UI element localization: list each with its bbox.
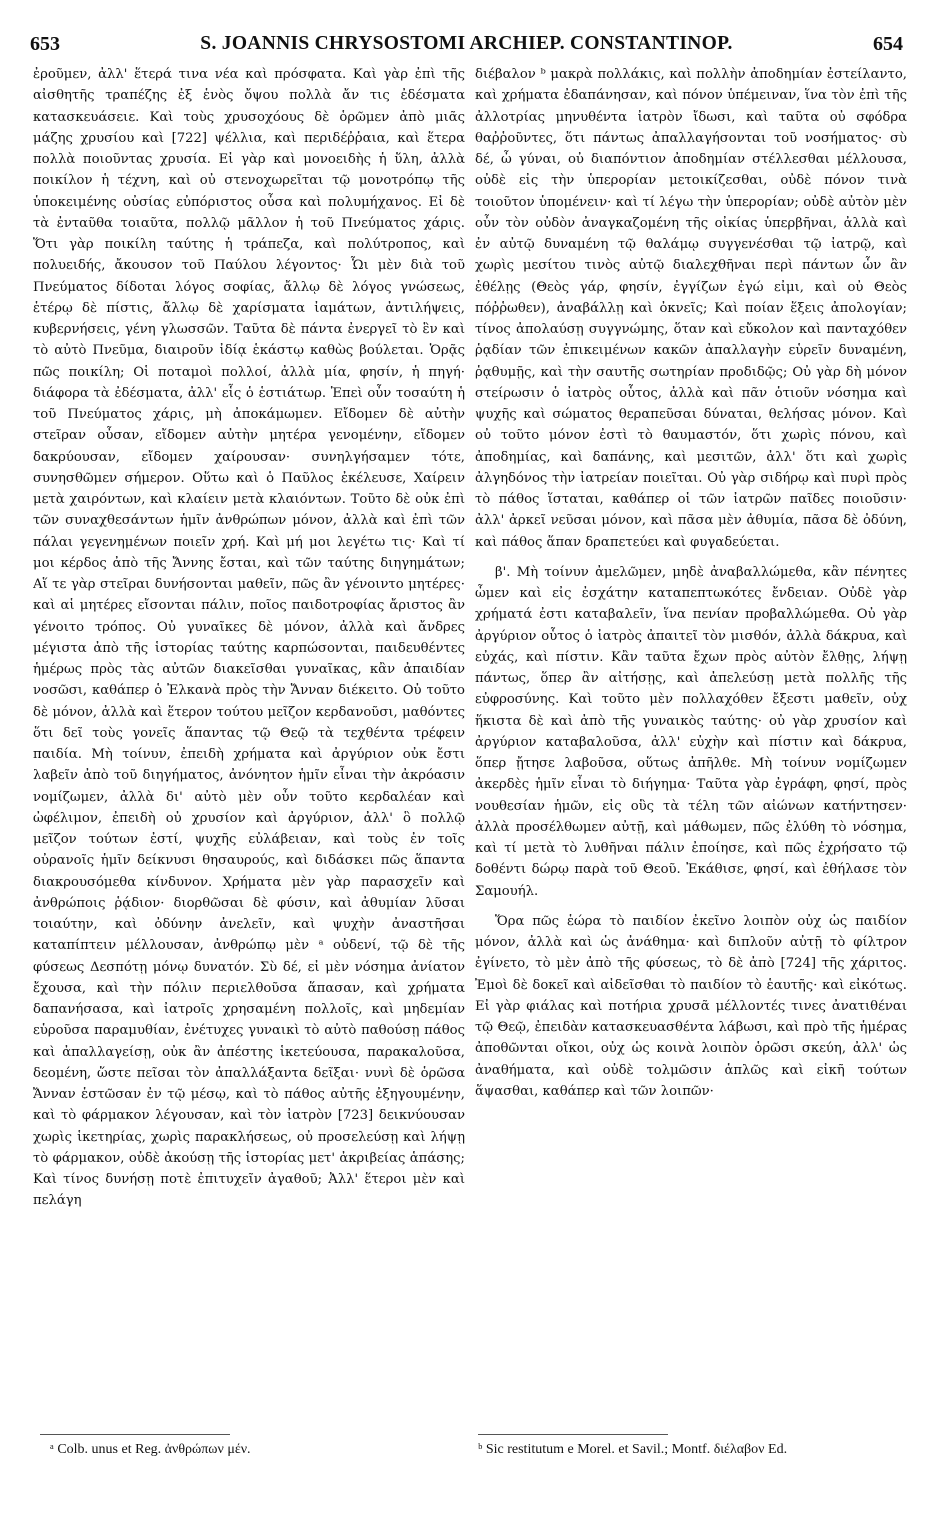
running-header bbox=[30, 30, 903, 58]
left-footnote: ᵃ Colb. unus et Reg. ἀνθρώπων μέν. bbox=[50, 1442, 251, 1457]
right-column bbox=[475, 64, 907, 1434]
left-page-number: 653 bbox=[30, 32, 60, 55]
right-footnote-rule bbox=[478, 1434, 668, 1435]
left-column bbox=[33, 64, 465, 1434]
running-title: S. JOANNIS CHRYSOSTOMI ARCHIEP. CONSTANTINOP. bbox=[200, 33, 733, 54]
right-paragraph-1: διέβαλον ᵇ μακρὰ πολλάκις, καὶ πολλὴν ἀποδημίαν ἐστείλαντο, καὶ χρήματα ἐδαπάνησαν, καὶ πόνον ὑπέμειναν, ἵνα τὸν ἐπὶ τῆς ἀλλοτρίας μηνυθέντα ἰατρὸν ἴδωσι, καὶ ταῦτα οὐ σφόδρα θαῤῥοῦντες, ὅτι πάντως ἀπαλλαγήσονται τοῦ νοσήματος· σὺ δέ, ὦ γύναι, οὐ διαπόντιον ἀποδημίαν στέλλεσθαι μέλλουσα, οὐδὲ εἰς τὴν ὑπερορίαν μετοικίζεσθαι, οὐδὲ πόνον τινὰ τοιοῦτον ὑπομένειν· καὶ τί λέγω τὴν ὑπερορίαν; οὐδὲ αὐτὸν μὲν οὖν τὸν οὐδὸν ἀναγκαζομένη τῆς οἰκίας ὑπερβῆναι, ἀλλὰ καὶ ἐν αὐτῷ δυναμένη τῷ θαλάμῳ συγγενέσθαι τῷ ἰατρῷ, καὶ χωρὶς μεσίτου τινὸς αὐτῷ διαλεχθῆναι περὶ πάντων ὧν ἂν ἐθέλῃς (Θεὸς γάρ, φησίν, ἐγγίζων ἐγώ εἰμι, καὶ οὐ Θεὸς πόῤῥωθεν), ἀναβάλλῃ καὶ ὀκνεῖς; Καὶ ποίαν ἕξεις ἀπολογίαν; τίνος ἀπολαύσῃ συγγνώμης, ὅταν καὶ εὔκολον καὶ πανταχόθεν ῥᾳδίαν τῶν ἐπικειμένων κακῶν ἀπαλλαγὴν εὑρεῖν δυναμένη, ῥᾳθυμῇς, καὶ τὴν σαυτῆς σωτηρίαν προδιδῷς; Οὐ γὰρ δὴ μόνον στείρωσιν ὁ ἰατρὸς οὗτος, ἀλλὰ καὶ πᾶν ὁτιοῦν νόσημα καὶ ψυχῆς καὶ σώματος θεραπεῦσαι δύναται, θελήσας μόνον. Καὶ οὐ τοῦτο μόνον ἐστὶ τὸ θαυμαστόν, ὅτι χωρὶς πόνου, καὶ ἀποδημίας, καὶ δαπάνης, καὶ μεσιτῶν, ἀλλ' ὅτι καὶ χωρὶς ἀλγηδόνος τὴν ἰατρείαν ποιεῖται. Οὐ γὰρ σιδήρῳ καὶ πυρὶ πρὸς τὸ πάθος ἵσταται, καθάπερ οἱ τῶν ἰατρῶν παῖδες ποιοῦσιν· ἀλλ' ἀρκεῖ νεῦσαι μόνον, καὶ πᾶσα μὲν ἀθυμία, πᾶσα δὲ ὀδύνη, καὶ πάθος ἅπαν δραπετεύει καὶ φυγαδεύεται. bbox=[475, 67, 907, 550]
right-paragraph-2: β'. Μὴ τοίνυν ἀμελῶμεν, μηδὲ ἀναβαλλώμεθα, κἂν πένητες ὦμεν καὶ εἰς ἐσχάτην καταπεπτωκότες ἔνδειαν. Οὐδὲ γὰρ χρήματά ἐστι καταβαλεῖν, ἵνα πενίαν προβαλλώμεθα. Οὐ γὰρ ἀργύριον οὗτος ὁ ἰατρὸς ἀπαιτεῖ τὸν μισθόν, ἀλλὰ δάκρυα, καὶ εὐχάς, καὶ πίστιν. Κἂν ταῦτα ἔχων πρὸς αὐτὸν ἔλθῃς, λήψῃ πάντως, ὅπερ ἂν αἰτήσῃς, καὶ ἀπελεύσῃ μετὰ πολλῆς τῆς εὐφροσύνης. Καὶ τοῦτο μὲν πολλαχόθεν ἔξεστι μαθεῖν, οὐχ ἥκιστα δὲ καὶ ἀπὸ τῆς γυναικὸς ταύτης· οὐ γὰρ χρυσίον καὶ ἀργύριον καταβαλοῦσα, ἀλλ' εὐχὴν καὶ πίστιν καὶ δάκρυα, ὅπερ ᾔτησε λαβοῦσα, οὕτως ἀπῆλθε. Μὴ τοίνυν νομίζωμεν ἀκερδὲς ἡμῖν εἶναι τὸ διήγημα· Ταῦτα γὰρ ἐγράφη, φησί, πρὸς νουθεσίαν ἡμῶν, εἰς οὓς τὰ τέλη τῶν αἰώνων κατήντησεν· ἀλλὰ προσέλθωμεν αὐτῇ, καὶ μάθωμεν, πῶς ἐλύθη τὸ νόσημα, καὶ τί μετὰ τὸ λυθῆναι πάλιν ἐποίησε, καὶ πῶς ἐχρήσατο τῷ δοθέντι δώρῳ παρὰ τοῦ Θεοῦ. Ἐκάθισε, φησί, καὶ ἐθήλασε τὸν Σαμουήλ. bbox=[475, 564, 907, 899]
left-paragraph-1: ἐροῦμεν, ἀλλ' ἕτερά τινα νέα καὶ πρόσφατα. Καὶ γὰρ ἐπὶ τῆς αἰσθητῆς τραπέζης ἐξ ἑνὸς ὄψου πολλὰ ἄν τις ἐδέσματα κατασκευάσειε. Καὶ τοὺς χρυσοχόους δὲ ὁρῶμεν ἀπὸ μιᾶς μάζης χρυσίου καὶ [722] ψέλλια, καὶ περιδέῤῥαια, καὶ ἕτερα πολλὰ ποιοῦντας χρυσία. Εἰ γὰρ καὶ μονοειδὴς ἡ ὕλη, ἀλλὰ ποικίλον ἡ τέχνη, καὶ οὐ στενοχωρεῖται τῷ μονοτρόπῳ τῆς ὑποκειμένης οὐσίας εὐπόριστος οὖσα καὶ πολυμήχανος. Εἰ δὲ τὰ ἐνταῦθα τοιαῦτα, πολλῷ μᾶλλον ἡ τοῦ Πνεύματος χάρις. Ὅτι γὰρ ποικίλη ταύτης ἡ τράπεζα, καὶ πολύτροπος, καὶ πολυειδής, ἄκουσον τοῦ Παύλου λέγοντος· Ὧι μὲν διὰ τοῦ Πνεύματος δίδοται λόγος σοφίας, ἄλλῳ δὲ λόγος γνώσεως, ἑτέρῳ δὲ πίστις, ἄλλῳ δὲ χαρίσματα ἰαμάτων, ἀντιλήψεις, κυβερνήσεις, γένη γλωσσῶν. Ταῦτα δὲ πάντα ἐνεργεῖ τὸ ἓν καὶ τὸ αὐτὸ Πνεῦμα, διαιροῦν ἰδίᾳ ἑκάστῳ καθὼς βούλεται. Ὁρᾷς πῶς ποικίλη; Οἱ ποταμοὶ πολλοί, ἀλλὰ μία, φησίν, ἡ πηγή· διάφορα τὰ ἐδέσματα, ἀλλ' εἷς ὁ ἑστιάτωρ. Ἐπεὶ οὖν τοσαύτη ἡ τοῦ Πνεύματος χάρις, μὴ ἀποκάμωμεν. Εἴδομεν δὲ αὐτὴν στεῖραν οὖσαν, εἴδομεν αὐτὴν μητέρα γενομένην, εἴδομεν δακρύουσαν, εἴδομεν χαίρουσαν· συνηλγήσαμεν τότε, συνησθῶμεν σήμερον. Οὕτω καὶ ὁ Παῦλος ἐκέλευσε, Χαίρειν μετὰ χαιρόντων, καὶ κλαίειν μετὰ κλαιόντων. Τοῦτο δὲ οὐκ ἐπὶ τῶν συναχθεσάντων ἡμῖν ἀνθρώπων μόνον, ἀλλὰ καὶ ἐπὶ τῶν πάλαι γεγενημένων ποιεῖν χρή. Καὶ μή μοι λεγέτω τις· Καὶ τί μοι κέρδος ἀπὸ τῆς Ἄννης ἔσται, καὶ τῶν ταύτης διηγημάτων; Αἵ τε γὰρ στεῖραι δυνήσονται μαθεῖν, πῶς ἂν γένοιντο μητέρες· καὶ αἱ μητέρες εἴσονται πάλιν, ποῖος παιδοτροφίας ἄριστος ἂν γένοιτο τρόπος. Οὐ γυναῖκες δὲ μόνον, ἀλλὰ καὶ ἄνδρες μέγιστα ἀπὸ τῆς ἱστορίας ταύτης καρπώσονται, παιδευθέντες ἡμέρως πρὸς τὰς αὐτῶν διακεῖσθαι γυναῖκας, κἂν ἀπαιδίαν νοσῶσι, καθάπερ ὁ Ἐλκανὰ πρὸς τὴν Ἄνναν διέκειτο. Οὐ τοῦτο δὲ μόνον, ἀλλὰ καὶ ἕτερον τούτου μεῖζον κερδανοῦσι, μαθόντες ὅτι δεῖ τοὺς γονεῖς ἅπαντας τῷ Θεῷ τὰ τεχθέντα τρέφειν παιδία. Μὴ τοίνυν, ἐπειδὴ χρήματα καὶ ἀργύριον οὐκ ἔστι λαβεῖν ἀπὸ τοῦ διηγήματος, ἀνόνητον ἡμῖν εἶναι τὴν ἀκρόασιν νομίζωμεν, ἀλλὰ δι' αὐτὸ μὲν οὖν τοῦτο κερδαλέαν καὶ ὠφέλιμον, ἐπειδὴ οὐ χρυσίον καὶ ἀργύριον, ἀλλ' ὃ πολλῷ μεῖζον τούτων ἐστί, ψυχῆς εὐλάβειαν, καὶ τοὺς ἐν τοῖς οὐρανοῖς ἡμῖν δείκνυσι θησαυρούς, καὶ διδάσκει πῶς ἅπαντα διακρουσόμεθα κίνδυνον. Χρήματα μὲν γὰρ παρασχεῖν καὶ ἀνθρώποις ῥᾴδιον· διορθῶσαι δὲ φύσιν, καὶ ἀθυμίαν λῦσαι τοιαύτην, καὶ ὀδύνην ἀνελεῖν, καὶ ψυχὴν ἀναστῆσαι καταπίπτειν μέλλουσαν, ἀνθρώπῳ μὲν ᵃ οὐδενί, τῷ δὲ τῆς φύσεως Δεσπότῃ μόνῳ δυνατόν. Σὺ δέ, εἰ μὲν νόσημα ἀνίατον ἔχουσα, καὶ τὴν πόλιν περιελθοῦσα ἅπασαν, καὶ χρήματα δαπανήσασα, καὶ ἰατροῖς χρησαμένη πολλοῖς, καὶ μηδεμίαν εὑροῦσα παραμυθίαν, ἐνέτυχες γυναικὶ τὸ αὐτὸ παθούσῃ πάθος καὶ ἀπαλλαγείσῃ, οὐκ ἂν ἀπέστης ἱκετεύουσα, παρακαλοῦσα, δεομένη, ὥστε πεῖσαι τὸν ἀπαλλάξαντα δεῖξαι· νυνὶ δὲ ὁρῶσα Ἄνναν ἑστῶσαν ἐν τῷ μέσῳ, καὶ τὸ πάθος αὐτῆς ἐξηγουμένην, καὶ τὸ φάρμακον λέγουσαν, καὶ τὸν ἰατρὸν [723] δεικνύουσαν χωρὶς ἱκετηρίας, χωρὶς παρακλήσεως, οὐ προσελεύσῃ καὶ λήψῃ τὸ φάρμακον, οὐδὲ ἀκούσῃ τῆς ἱστορίας μετ' ἀκριβείας ἁπάσης; Καὶ τίνος δυνήσῃ ποτὲ ἐπιτυχεῖν ἀγαθοῦ; Ἀλλ' ἕτεροι μὲν καὶ πελάγη bbox=[33, 67, 465, 1209]
left-footnote-rule bbox=[40, 1434, 230, 1435]
right-paragraph-3: Ὅρα πῶς ἑώρα τὸ παιδίον ἐκεῖνο λοιπὸν οὐχ ὡς παιδίον μόνον, ἀλλὰ καὶ ὡς ἀνάθημα· καὶ διπλοῦν αὐτῇ τὸ φίλτρον ἐγίνετο, τὸ μὲν ἀπὸ τῆς φύσεως, τὸ δὲ ἀπὸ [724] τῆς χάριτος. Ἐμοὶ δὲ δοκεῖ καὶ αἰδεῖσθαι τὸ παιδίον τὸ ἑαυτῆς· καὶ εἰκότως. Εἰ γὰρ φιάλας καὶ ποτήρια χρυσᾶ μέλλοντές τινες ἀνατιθέναι τῷ Θεῷ, ἐπειδὰν κατασκευασθέντα λάβωσι, καὶ πρὸ τῆς ἡμέρας ἀποθῶνται οἴκοι, οὐχ ὡς κοινὰ λοιπὸν ὁρῶσι σκεύη, ἀλλ' ὡς ἀναθήματα, καὶ οὐδὲ τολμῶσιν ἁπλῶς καὶ εἰκῆ τούτων ἅψασθαι, καθάπερ καὶ τῶν λοιπῶν· bbox=[475, 913, 907, 1099]
right-page-number: 654 bbox=[873, 32, 903, 55]
right-footnote: ᵇ Sic restitutum e Morel. et Savil.; Montf. διέλαβον Ed. bbox=[478, 1442, 788, 1457]
